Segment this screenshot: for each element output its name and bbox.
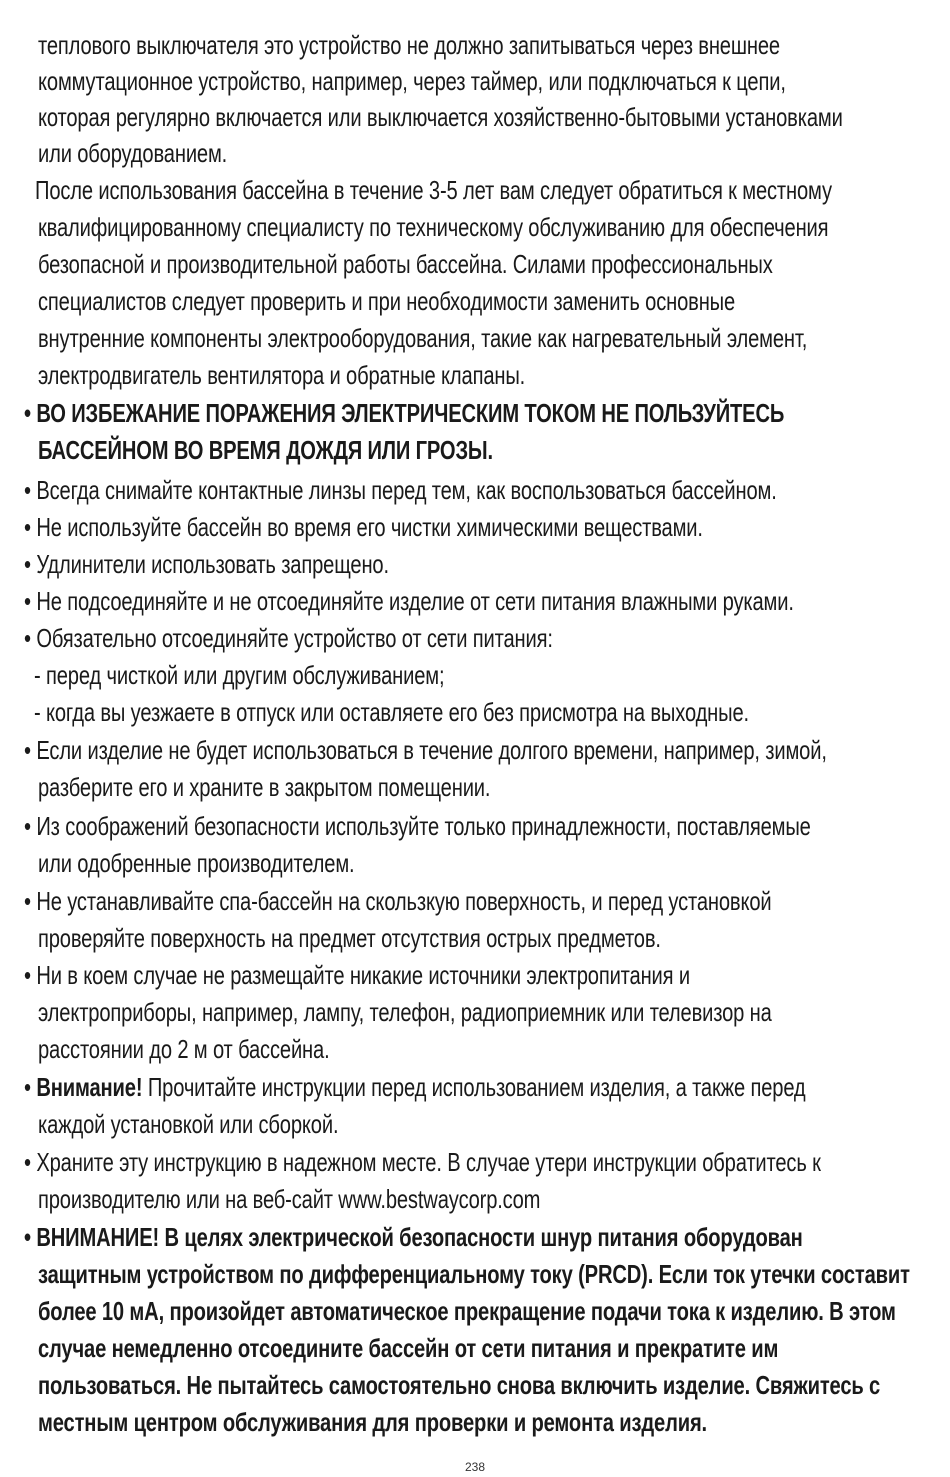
bullet-marker: • [24,1072,37,1102]
bullet-chemicals: • Не используйте бассейн во время его чистки химическими веществами. [24,512,703,542]
paragraph1-line-1: теплового выключателя это устройство не должно запитываться через внешнее [38,30,780,60]
prcd-warning-line-3: более 10 мА, произойдет автоматическое прекращение подачи тока к изделию. В этом [38,1296,896,1326]
bullet-disconnect-sub-1: - перед чисткой или другим обслуживанием; [34,660,445,690]
bullet-winter-line-1: • Если изделие не будет использоваться в течение долгого времени, например, зимой, [24,735,827,765]
paragraph1-line-2: коммутационное устройство, например, через таймер, или подключаться к цепи, [38,66,786,96]
paragraph2-line-6: электродвигатель вентилятора и обратные клапаны. [38,360,526,390]
bullet-surface-line-1: • Не устанавливайте спа-бассейн на скользкую поверхность, и перед установкой [24,886,772,916]
bullet-wet-hands: • Не подсоединяйте и не отсоединяйте изделие от сети питания влажными руками. [24,586,794,616]
bullet-keep-manual-line-1: • Храните эту инструкцию в надежном месте. В случае утери инструкции обратитесь к [24,1147,821,1177]
bullet-disconnect-sub-2: - когда вы уезжаете в отпуск или оставляете его без присмотра на выходные. [34,697,749,727]
page-number: 238 [464,1460,486,1474]
bullet-contact-lenses: • Всегда снимайте контактные линзы перед тем, как воспользоваться бассейном. [24,475,777,505]
bullet-winter-line-2: разберите его и храните в закрытом помещении. [38,772,491,802]
prcd-warning-line-4: случае немедленно отсоедините бассейн от сети питания и прекратите им [38,1333,779,1363]
prcd-warning-line-5: пользоваться. Не пытайтесь самостоятельно снова включить изделие. Свяжитесь с [38,1370,881,1400]
bullet-disconnect: • Обязательно отсоединяйте устройство от сети питания: [24,623,553,653]
paragraph2-line-3: безопасной и производительной работы бассейна. Силами профессиональных [38,249,773,279]
attention-label: Внимание! [36,1072,143,1102]
bullet-accessories-line-1: • Из соображений безопасности используйте только принадлежности, поставляемые [24,811,811,841]
bullet-power-sources-line-3: расстоянии до 2 м от бассейна. [38,1034,330,1064]
storm-warning-line-1: • ВО ИЗБЕЖАНИЕ ПОРАЖЕНИЯ ЭЛЕКТРИЧЕСКИМ ТОКОМ НЕ ПОЛЬЗУЙТЕСЬ [24,398,785,428]
bullet-accessories-line-2: или одобренные производителем. [38,848,355,878]
bullet-extension-cords: • Удлинители использовать запрещено. [24,549,389,579]
paragraph2-line-5: внутренние компоненты электрооборудования, такие как нагревательный элемент, [38,323,808,353]
prcd-warning-line-1: • ВНИМАНИЕ! В целях электрической безопасности шнур питания оборудован [24,1222,803,1252]
storm-warning-line-2: БАССЕЙНОМ ВО ВРЕМЯ ДОЖДЯ ИЛИ ГРОЗЫ. [38,435,493,465]
bullet-read-instructions-line-1 [24,1069,806,1105]
prcd-warning-line-2: защитным устройством по дифференциальному току (PRCD). Если ток утечки составит [38,1259,910,1289]
paragraph2-line-4: специалистов следует проверить и при необходимости заменить основные [38,286,736,316]
read-instructions-text: Прочитайте инструкции перед использованием изделия, а также перед [142,1072,806,1102]
bullet-keep-manual-line-2: производителю или на веб-сайт www.bestwaycorp.com [38,1184,541,1214]
bullet-power-sources-line-1: • Ни в коем случае не размещайте никакие источники электропитания и [24,960,690,990]
paragraph1-line-3: которая регулярно включается или выключается хозяйственно-бытовыми установками [38,102,843,132]
prcd-warning-line-6: местным центром обслуживания для проверки и ремонта изделия. [38,1407,708,1437]
paragraph1-line-4: или оборудованием. [38,138,228,168]
paragraph2-line-2: квалифицированному специалисту по техническому обслуживанию для обеспечения [38,212,829,242]
paragraph2-line-1: После использования бассейна в течение 3-5 лет вам следует обратиться к местному [35,175,832,205]
bullet-power-sources-line-2: электроприборы, например, лампу, телефон, радиоприемник или телевизор на [38,997,772,1027]
bullet-read-instructions-line-2: каждой установкой или сборкой. [38,1109,339,1139]
bullet-surface-line-2: проверяйте поверхность на предмет отсутствия острых предметов. [38,923,661,953]
